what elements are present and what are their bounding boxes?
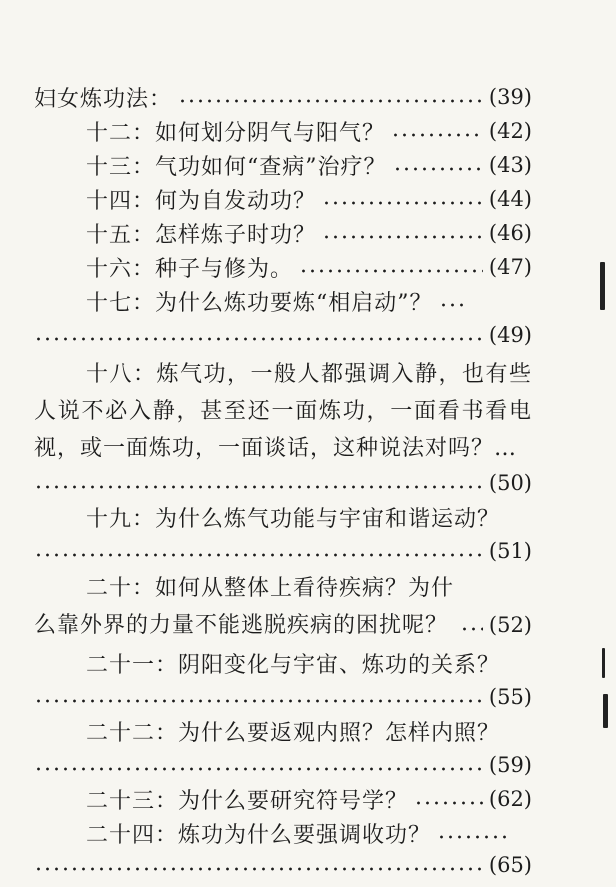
toc-page-number: (43) <box>488 153 532 177</box>
toc-page-number: (65) <box>488 853 532 877</box>
leader-dots <box>322 234 483 240</box>
leader-dots <box>439 302 469 308</box>
toc-entry-title: 二十二：为什么要返观内照？怎样内照？ <box>86 720 501 746</box>
toc-entry-title: 二十三：为什么要研究符号学？ <box>86 788 409 814</box>
leader-dots <box>34 484 483 490</box>
toc-page-number: (39) <box>488 85 532 109</box>
toc-entry-title: 妇女炼功法： <box>34 86 173 112</box>
toc-entry-title: 十八：炼气功，一般人都强调入静，也有些人说不必入静，甚至还一面炼功，一面看书看电视，或一面炼功，一面谈话，这种说法对吗？ <box>34 362 532 461</box>
toc-entry-20 <box>34 570 454 644</box>
toc-entry-22 <box>34 714 532 748</box>
leader-dots <box>34 336 483 342</box>
toc-entry-23 <box>34 782 532 816</box>
toc-page-number: (52) <box>488 613 532 637</box>
toc-page-number: (46) <box>488 221 532 245</box>
toc-entry-title: 二十：如何从整体上看待疾病？为什么靠外界的力量不能逃脱疾病的困扰呢？ <box>34 576 455 638</box>
toc-entry-21-continuation <box>34 680 532 714</box>
toc-page-number: (62) <box>488 787 532 811</box>
toc-entry-title: 十三：气功如何“查病”治疗？ <box>86 154 387 180</box>
toc-page-number: (44) <box>488 187 532 211</box>
leader-dots <box>391 132 483 138</box>
toc-entry-women <box>34 80 532 114</box>
ellipsis: … <box>494 436 520 461</box>
toc-entry-title: 二十四：炼功为什么要强调收功？ <box>86 822 432 848</box>
toc-entry-18 <box>34 356 532 467</box>
scan-mark <box>602 648 605 678</box>
toc-page-number: (59) <box>488 753 532 777</box>
leader-dots <box>393 166 483 172</box>
toc-page-number: (51) <box>488 539 532 563</box>
toc-entry-24 <box>34 816 514 850</box>
toc-entry-15 <box>34 216 532 250</box>
toc-page-number: (42) <box>488 119 532 143</box>
toc-page-number: (49) <box>488 323 532 347</box>
leader-dots <box>34 552 483 558</box>
toc-entry-13 <box>34 148 532 182</box>
toc-entry-16 <box>34 250 532 284</box>
toc-entry-title: 十四：何为自发动功？ <box>86 188 317 214</box>
toc-entry-17-continuation <box>34 318 532 352</box>
leader-dots <box>34 698 483 704</box>
leader-dots <box>299 268 483 274</box>
scan-mark <box>603 694 608 728</box>
toc-page-number: (50) <box>488 471 532 495</box>
leader-dots <box>437 834 508 840</box>
leader-dots <box>178 98 483 104</box>
toc-entry-title: 十二：如何划分阴气与阳气？ <box>86 120 386 146</box>
toc-entry-title: 十六：种子与修为。 <box>86 256 294 282</box>
toc-entry-title: 二十一：阴阳变化与宇宙、炼功的关系？ <box>86 652 501 678</box>
scan-mark <box>600 262 605 310</box>
toc-entry-12 <box>34 114 532 148</box>
toc-entry-title: 十九：为什么炼气功能与宇宙和谐运动？ <box>86 506 501 532</box>
toc-entry-18-continuation <box>34 466 532 500</box>
toc-entry-title: 十七：为什么炼功要炼“相启动”？ <box>86 290 433 316</box>
toc-entry-title: 十五：怎样炼子时功？ <box>86 222 317 248</box>
toc-entry-17 <box>34 284 474 318</box>
leader-dots <box>322 200 483 206</box>
toc-entry-14 <box>34 182 532 216</box>
toc-page-number: (47) <box>488 255 532 279</box>
leader-dots <box>34 766 483 772</box>
toc-entry-21 <box>34 646 532 680</box>
leader-dots <box>414 800 483 806</box>
leader-dots <box>460 626 483 632</box>
leader-dots <box>34 866 483 872</box>
toc-entry-24-continuation <box>34 848 532 882</box>
toc-entry-19-continuation <box>34 534 532 568</box>
toc-page-number: (55) <box>488 685 532 709</box>
toc-entry-19 <box>34 500 532 534</box>
toc-entry-20-tail <box>454 608 532 642</box>
toc-entry-22-continuation <box>34 748 532 782</box>
